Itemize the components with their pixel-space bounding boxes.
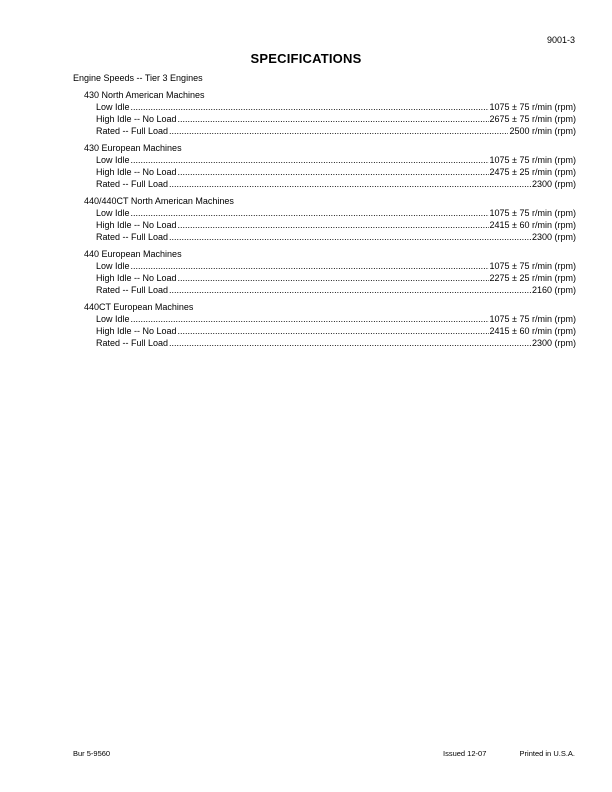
- spec-group: [84, 248, 576, 296]
- dot-leader: [131, 260, 489, 272]
- spec-value: 1075 ± 75 r/min (rpm): [489, 208, 576, 218]
- spec-value: 1075 ± 75 r/min (rpm): [489, 261, 576, 271]
- spec-row: [84, 101, 576, 113]
- spec-value: 1075 ± 75 r/min (rpm): [489, 314, 576, 324]
- group-title: 430 European Machines: [84, 143, 182, 153]
- spec-value: 2160 (rpm): [531, 285, 576, 295]
- spec-row: [84, 231, 576, 243]
- dot-leader: [169, 178, 531, 190]
- spec-label: Low Idle: [96, 155, 130, 165]
- spec-value: 2300 (rpm): [531, 232, 576, 242]
- spec-row: [84, 178, 576, 190]
- spec-row: [84, 325, 576, 337]
- spec-value: 2475 ± 25 r/min (rpm): [489, 167, 576, 177]
- spec-label: Rated -- Full Load: [96, 338, 169, 348]
- spec-value: 1075 ± 75 r/min (rpm): [489, 102, 576, 112]
- spec-row: [84, 272, 576, 284]
- spec-value: 2300 (rpm): [531, 338, 576, 348]
- spec-label: High Idle -- No Load: [96, 220, 177, 230]
- spec-row: [84, 113, 576, 125]
- spec-label: Low Idle: [96, 261, 130, 271]
- dot-leader: [169, 337, 531, 349]
- spec-group: [84, 142, 576, 190]
- dot-leader: [131, 207, 489, 219]
- spec-label: Rated -- Full Load: [96, 179, 169, 189]
- group-title: 430 North American Machines: [84, 90, 205, 100]
- footer-printed: Printed in U.S.A.: [519, 749, 575, 758]
- spec-value: 2415 ± 60 r/min (rpm): [489, 220, 576, 230]
- spec-group: [84, 89, 576, 137]
- spec-group: [84, 301, 576, 349]
- spec-value: 2675 ± 75 r/min (rpm): [489, 114, 576, 124]
- spec-row: [84, 166, 576, 178]
- spec-value: 2300 (rpm): [531, 179, 576, 189]
- spec-row: [84, 219, 576, 231]
- dot-leader: [131, 313, 489, 325]
- dot-leader: [178, 325, 489, 337]
- spec-label: Rated -- Full Load: [96, 126, 169, 136]
- spec-group: [84, 195, 576, 243]
- footer-issued: Issued 12-07: [443, 749, 487, 758]
- spec-value: 2500 r/min (rpm): [509, 126, 576, 136]
- dot-leader: [178, 166, 489, 178]
- spec-row: [84, 313, 576, 325]
- spec-label: High Idle -- No Load: [96, 326, 177, 336]
- spec-row: [84, 125, 576, 137]
- spec-row: [84, 154, 576, 166]
- spec-label: Rated -- Full Load: [96, 232, 169, 242]
- spec-value: 1075 ± 75 r/min (rpm): [489, 155, 576, 165]
- spec-label: Low Idle: [96, 208, 130, 218]
- group-title: 440 European Machines: [84, 249, 182, 259]
- spec-label: Low Idle: [96, 314, 130, 324]
- section-heading: Engine Speeds -- Tier 3 Engines: [73, 73, 203, 83]
- spec-label: High Idle -- No Load: [96, 167, 177, 177]
- spec-groups: [84, 89, 576, 354]
- spec-row: [84, 207, 576, 219]
- dot-leader: [169, 125, 508, 137]
- spec-label: High Idle -- No Load: [96, 114, 177, 124]
- dot-leader: [131, 154, 489, 166]
- spec-row: [84, 337, 576, 349]
- dot-leader: [178, 219, 489, 231]
- dot-leader: [178, 272, 489, 284]
- dot-leader: [169, 284, 531, 296]
- spec-value: 2415 ± 60 r/min (rpm): [489, 326, 576, 336]
- dot-leader: [169, 231, 531, 243]
- spec-label: Rated -- Full Load: [96, 285, 169, 295]
- group-title: 440/440CT North American Machines: [84, 196, 234, 206]
- dot-leader: [131, 101, 489, 113]
- spec-row: [84, 260, 576, 272]
- spec-value: 2275 ± 25 r/min (rpm): [489, 273, 576, 283]
- page-number: 9001-3: [546, 35, 575, 45]
- spec-label: High Idle -- No Load: [96, 273, 177, 283]
- group-title: 440CT European Machines: [84, 302, 194, 312]
- page-title: SPECIFICATIONS: [250, 51, 362, 66]
- spec-label: Low Idle: [96, 102, 130, 112]
- spec-row: [84, 284, 576, 296]
- dot-leader: [178, 113, 489, 125]
- footer-doc-number: Bur 5-9560: [73, 749, 111, 758]
